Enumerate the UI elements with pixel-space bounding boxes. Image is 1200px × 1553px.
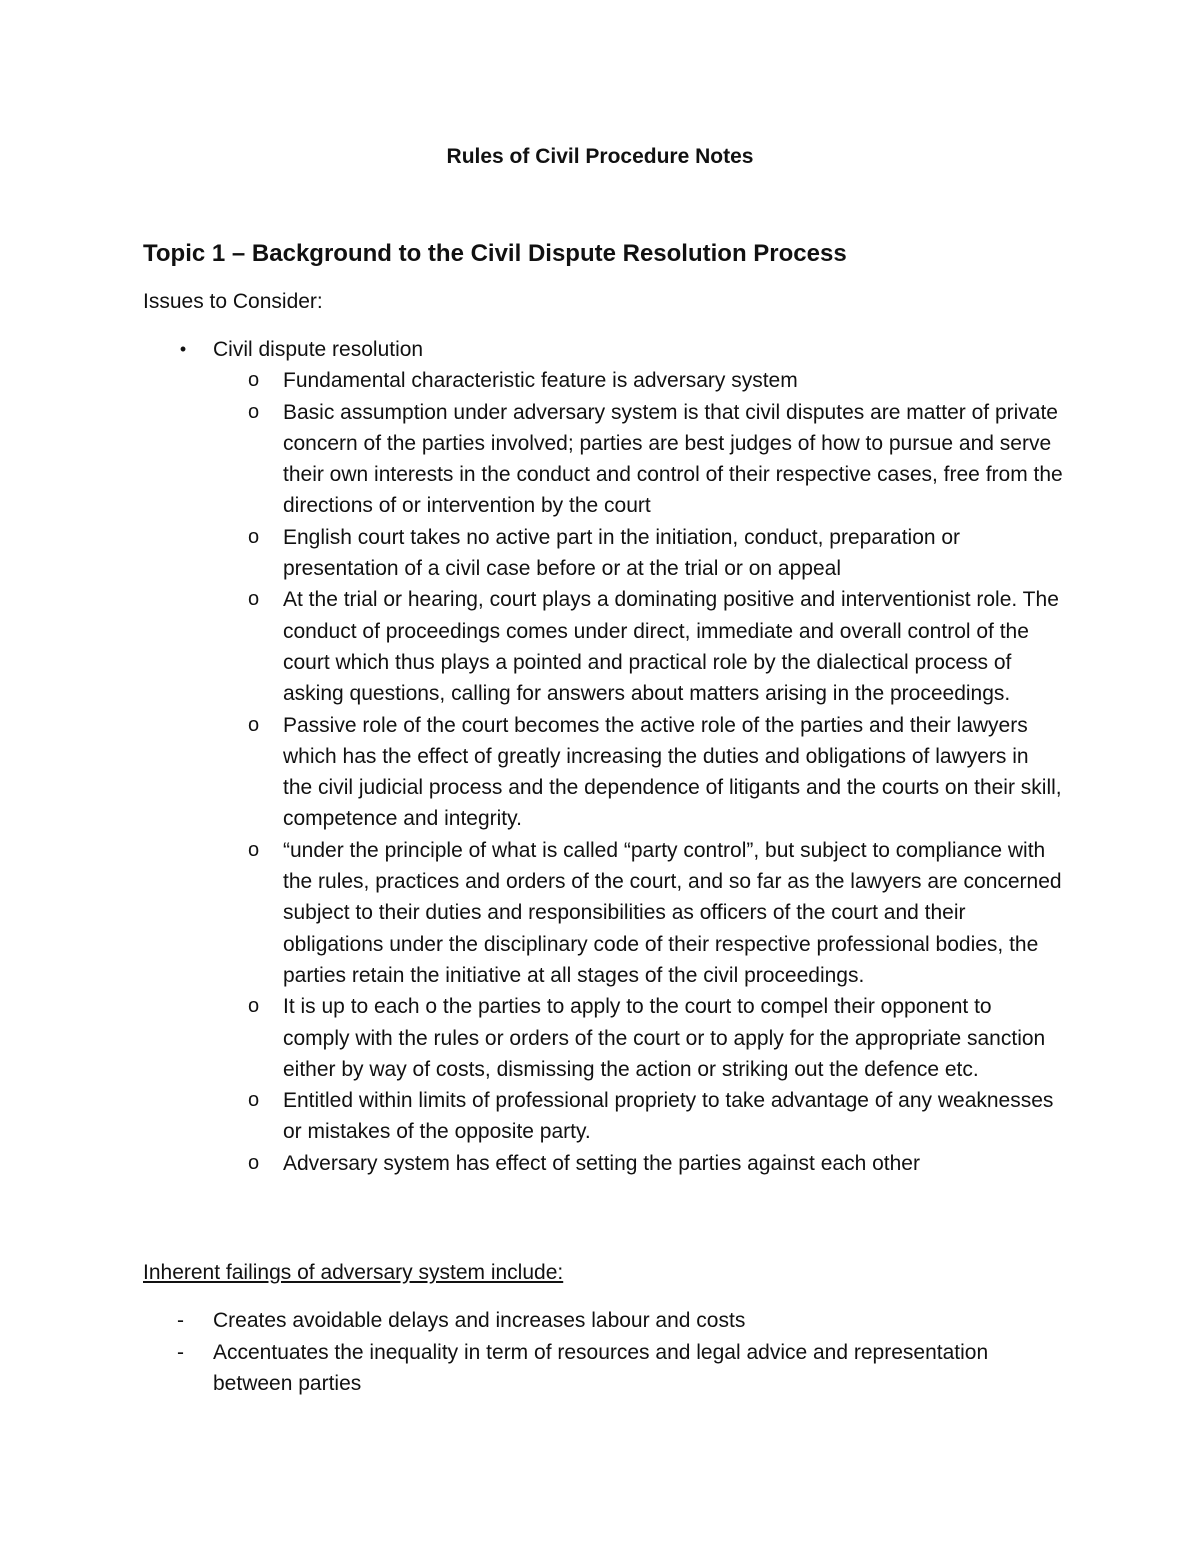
issues-label: Issues to Consider: xyxy=(143,290,323,313)
list-item xyxy=(143,334,1063,1179)
list-item-text: “under the principle of what is called “party control”, but subject to compliance with the rules, practices and orders of the court, and so far as the lawyers are concerned subject to their duties and responsibilities as officers of the court and their obligations under the disciplinary code of their respective professional bodies, the parties retain the initiative at all stages of the civil proceedings. xyxy=(283,838,1062,987)
topic-heading: Topic 1 – Background to the Civil Dispute Resolution Process xyxy=(143,240,847,267)
circle-bullet-icon: o xyxy=(248,838,260,861)
circle-bullet-icon: o xyxy=(248,713,260,736)
list-item xyxy=(143,1305,1043,1337)
list-item-text: Fundamental characteristic feature is adversary system xyxy=(283,369,798,393)
sub-bullet-list xyxy=(213,365,1063,1179)
list-item-text: Entitled within limits of professional propriety to take advantage of any weaknesses or mistakes of the opposite party. xyxy=(283,1089,1054,1144)
circle-bullet-icon: o xyxy=(248,369,260,392)
failings-list xyxy=(143,1305,1043,1400)
list-item xyxy=(213,522,1063,585)
list-item-text: It is up to each o the parties to apply to the court to compel their opponent to comply with the rules or orders of the court or to apply for the appropriate sanction either by way of costs, dismissing the action or striking out the defence etc. xyxy=(283,995,1046,1081)
list-item xyxy=(143,1337,1043,1400)
failings-heading: Inherent failings of adversary system include: xyxy=(143,1261,564,1284)
circle-bullet-icon: o xyxy=(248,588,260,611)
bullet-icon: • xyxy=(179,339,187,359)
list-item-text: Passive role of the court becomes the active role of the parties and their lawyers which has the effect of greatly increasing the duties and obligations of lawyers in the civil judicial process and the dependence of litigants and the courts on their skill, competence and integrity. xyxy=(283,713,1062,831)
list-item-text: Accentuates the inequality in term of resources and legal advice and representation between parties xyxy=(213,1340,989,1395)
list-item xyxy=(213,710,1063,835)
list-item-text: Civil dispute resolution xyxy=(213,338,424,361)
list-item xyxy=(213,1085,1063,1148)
list-item xyxy=(213,584,1063,709)
circle-bullet-icon: o xyxy=(248,525,260,548)
list-item xyxy=(213,397,1063,522)
list-item-text: Creates avoidable delays and increases labour and costs xyxy=(213,1309,746,1332)
list-item xyxy=(213,835,1063,991)
dash-bullet-icon: - xyxy=(177,1309,184,1332)
list-item-text: Basic assumption under adversary system is that civil disputes are matter of private concern of the parties involved; parties are best judges of how to pursue and serve their own interests in the conduct and control of their respective cases, free from the directions of or intervention by the court xyxy=(283,400,1063,518)
main-bullet-list xyxy=(143,334,1063,1179)
list-item xyxy=(213,1148,1063,1179)
list-item-text: English court takes no active part in the initiation, conduct, preparation or presentation of a civil case before or at the trial or on appeal xyxy=(283,525,961,581)
list-item-text: Adversary system has effect of setting the parties against each other xyxy=(283,1151,920,1175)
circle-bullet-icon: o xyxy=(248,400,260,423)
circle-bullet-icon: o xyxy=(248,995,260,1018)
circle-bullet-icon: o xyxy=(248,1151,260,1174)
dash-bullet-icon: - xyxy=(177,1340,184,1364)
list-item xyxy=(213,365,1063,396)
list-item-text: At the trial or hearing, court plays a dominating positive and interventionist role. The conduct of proceedings comes under direct, immediate and overall control of the court which thus plays a pointed and practical role by the dialectical process of asking questions, calling for answers about matters arising in the proceedings. xyxy=(283,588,1059,706)
circle-bullet-icon: o xyxy=(248,1089,260,1112)
document-title: Rules of Civil Procedure Notes xyxy=(446,145,754,168)
list-item xyxy=(213,991,1063,1085)
